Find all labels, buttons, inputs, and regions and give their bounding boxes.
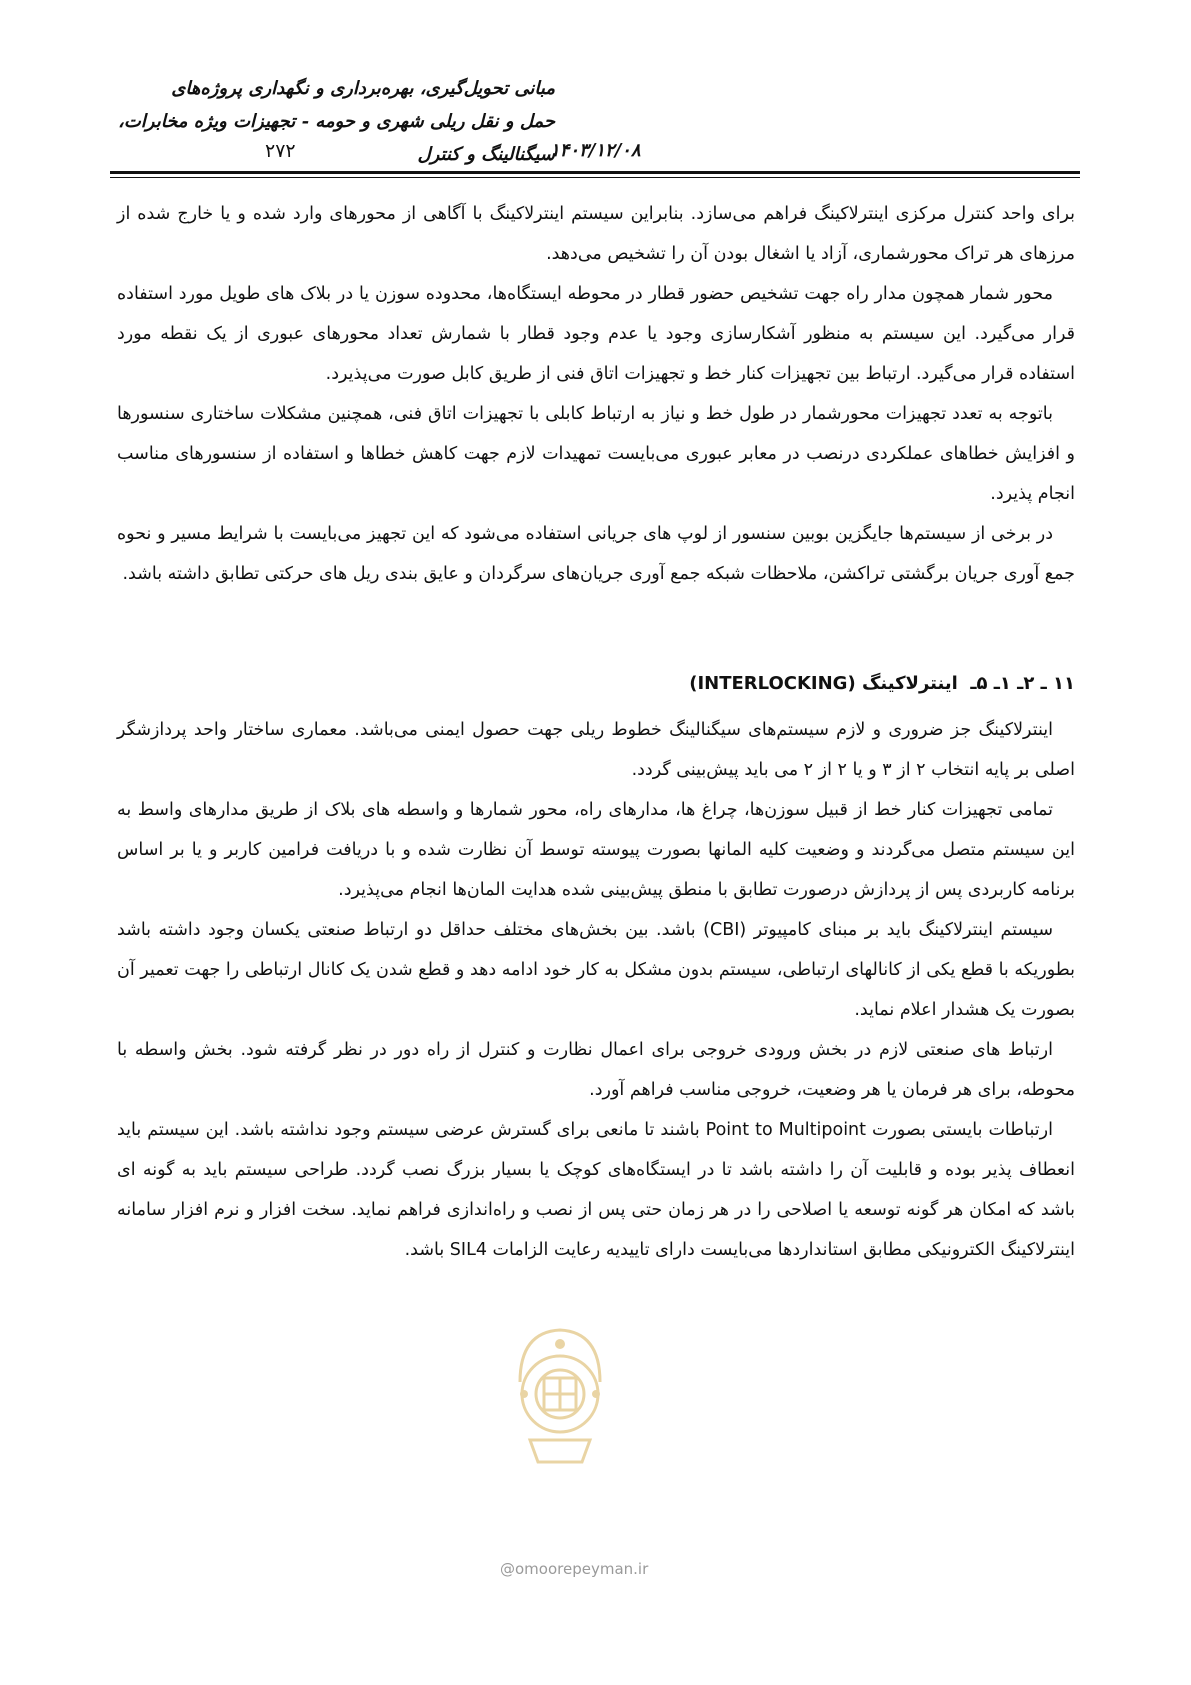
paragraph [117,1110,1075,1270]
paragraph-text: سیستم اینترلاکینگ باید بر مبنای کامپیوتر (CBI) باشد. بین بخش‌های مختلف حداقل دو ارتباط صنعتی یکسان وجود داشته باشد بطوریکه با قطع یکی از کانالهای ارتباطی، سیستم بدون مشکل به کار خود ادامه دهد و قطع شدن یک کانال ارتباطی را جهت تعمیر آن بصورت یک هشدار اعلام نماید. [117,920,1075,1020]
section-title: اینترلاکینگ (INTERLOCKING) [689,673,958,694]
paragraph [117,710,1075,790]
paragraph-text: تمامی تجهیزات کنار خط از قبیل سوزن‌ها، چراغ ها، مدارهای راه، محور شمارها و واسطه های بلاک از طریق مدارهای واسط به این سیستم متصل می‌گردند و وضعیت کلیه المانها بصورت پیوسته توسط آن نظارت شده و با دریافت فرامین کاربر و یا بر اساس برنامه کاربردی پس از پردازش درصورت تطابق با منطق پیش‌بینی شده هدایت المان‌ها انجام می‌پذیرد. [117,800,1075,900]
paragraph-text: اینترلاکینگ جز ضروری و لازم سیستم‌های سیگنالینگ خطوط ریلی جهت حصول ایمنی می‌باشد. معماری ساختار واحد پردازشگر اصلی بر پایه انتخاب ۲ از ۳ و یا ۲ از ۲ می باید پیش‌بینی گردد. [117,720,1075,780]
header-title-line: مبانی تحویل‌گیری، بهره‌برداری و نگهداری پروژه‌های [171,78,555,99]
paragraph-text: محور شمار همچون مدار راه جهت تشخیص حضور قطار در محوطه ایستگاه‌ها، محدوده سوزن یا در بلاک های طویل مورد استفاده قرار می‌گیرد. این سیستم به منظور آشکارسازی وجود یا عدم وجود قطار با شمارش تعداد محورهای عبوری از یک نقطه مورد استفاده قرار می‌گیرد. ارتباط بین تجهیزات کنار خط و تجهیزات اتاق فنی از طریق کابل صورت می‌پذیرد. [117,284,1075,384]
section-number: ۱۱ ـ ۲ـ ۱ـ ۵ـ [970,673,1075,694]
page-number: ۲۷۲ [265,140,296,162]
header-title-line: حمل و نقل ریلی شهری و حومه - تجهیزات ویژه مخابرات، [118,111,555,132]
paragraph-text: ارتباط های صنعتی لازم در بخش ورودی خروجی برای اعمال نظارت و کنترل از راه دور در نظر گرفته شود. بخش واسطه با محوطه، برای هر فرمان یا هر وضعیت، خروجی مناسب فراهم آورد. [117,1040,1075,1100]
paragraph-text: برای واحد کنترل مرکزی اینترلاکینگ فراهم می‌سازد. بنابراین سیستم اینترلاکینگ با آگاهی از محورهای وارد شده و یا خارج شده از مرزهای هر تراک محورشماری، آزاد یا اشغال بودن آن را تشخیص می‌دهد. [117,204,1075,264]
paragraph [117,514,1075,594]
watermark-site: @omoorepeyman.ir [500,1560,649,1578]
paragraph [117,1030,1075,1110]
watermark-logo [500,1322,620,1472]
paragraph [117,274,1075,394]
paragraph-text: ارتباطات بایستی بصورت Point to Multipoint باشند تا مانعی برای گسترش عرضی سیستم وجود نداشته باشد. این سیستم باید انعطاف پذیر بوده و قابلیت آن را داشته باشد تا در ایستگاه‌های کوچک یا بسیار بزرگ نصب گردد. طراحی سیستم باید به گونه ای باشد که امکان هر گونه توسعه یا اصلاحی را در هر زمان حتی پس از نصب و راه‌اندازی فراهم نماید. سخت افزار و نرم افزار سامانه اینترلاکینگ الکترونیکی مطابق استانداردها می‌بایست دارای تاییدیه رعایت الزامات SIL4 باشد. [117,1120,1075,1260]
paragraph [117,910,1075,1030]
paragraph-text: باتوجه به تعدد تجهیزات محورشمار در طول خط و نیاز به ارتباط کابلی با تجهیزات اتاق فنی، همچنین مشکلات ساختاری سنسورها و افزایش خطاهای عملکردی درنصب در معابر عبوری می‌بایست تمهیدات لازم جهت کاهش خطاها و استفاده از سنسورهای مناسب انجام پذیرد. [117,404,1075,504]
page-header [110,58,1080,178]
header-title [115,72,555,171]
paragraph [117,790,1075,910]
body-content [117,194,1075,1270]
header-rule-thin [110,177,1080,178]
header-date: ۱۴۰۳/۱۲/۰۸ [550,140,641,161]
header-title-line: سیگنالینگ و کنترل [417,144,555,165]
paragraph [117,194,1075,274]
paragraph [117,394,1075,514]
paragraph-text: در برخی از سیستم‌ها جایگزین بوبین سنسور از لوپ های جریانی استفاده می‌شود که این تجهیز می‌بایست با شرایط مسیر و نحوه جمع آوری جریان برگشتی تراکشن، ملاحظات شبکه جمع آوری جریان‌های سرگردان و عایق بندی ریل های حرکتی تطابق داشته باشد. [117,524,1075,584]
section-heading [117,664,1075,704]
header-rule-thick [110,171,1080,174]
